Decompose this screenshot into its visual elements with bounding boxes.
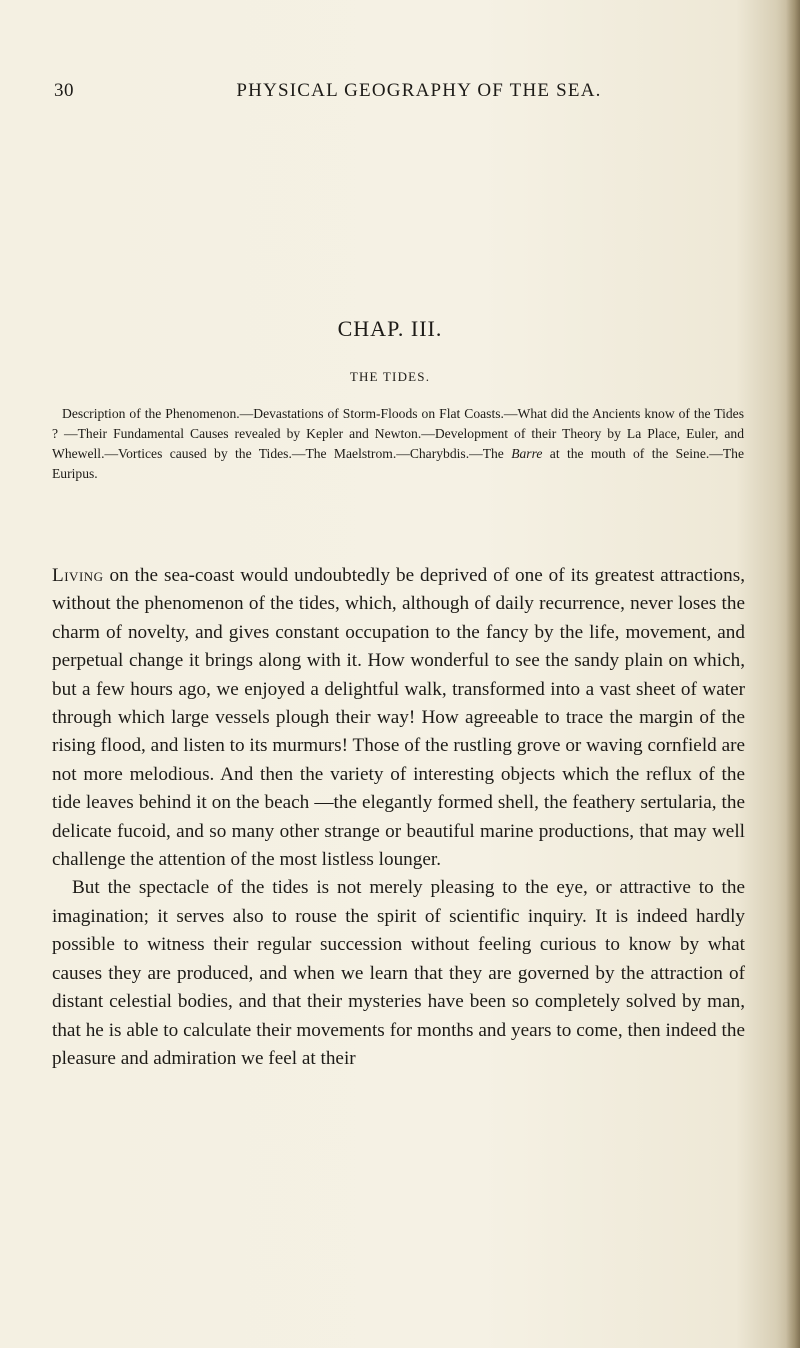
paragraph-lead-word: Living — [52, 565, 104, 586]
chapter-title: THE TIDES. — [349, 369, 431, 384]
paragraph-1-text: on the sea-coast would undoubtedly be deprived of one of its greatest attractions, without the phenomenon of the tides, which, although of daily recurrence, never loses the charm of novelty, and gives constant occupation to the fancy by the life, movement, and perpetual change it brings along with it. How wonderful to see the sandy plain on which, but a few hours ago, we enjoyed a delightful walk, transformed into a vast sheet of water through which large vessels plough their way! How agreeable to trace the margin of the rising flood, and listen to its murmurs! Those of the rustling grove or waving cornfield are not more melodious. And then the variety of interesting objects which the reflux of the tide leaves behind it on the beach —the elegantly formed shell, the feathery sertularia, the delicate fucoid, and so many other strange or beautiful marine productions, that may well challenge the attention of the most listless lounger. — [52, 565, 745, 871]
running-title: PHYSICAL GEOGRAPHY OF THE SEA. — [236, 80, 602, 101]
chapter-number: CHAP. III. — [337, 316, 443, 341]
page-header — [54, 80, 744, 110]
synopsis-text: Description of the Phenomenon.—Devastations of Storm-Floods on Flat Coasts.—What did the Ancients know of the Tides ? —Their Fundamental Causes revealed by Kepler and Newton.—Development of their Theory by La Place, Euler, and Whewell.—Vortices caused by the Tides.—The Maelstrom.—Charybdis.—The — [52, 406, 744, 461]
page-number: 30 — [54, 80, 74, 101]
paragraph-1 — [52, 562, 745, 874]
synopsis-tail: at the mouth of the Seine.—The Euripus. — [52, 446, 744, 481]
chapter-synopsis — [52, 404, 744, 484]
synopsis-italic-word: Barre — [511, 446, 543, 461]
page-edge-shadow — [786, 0, 800, 1348]
body-text — [52, 562, 745, 1073]
paragraph-2: But the spectacle of the tides is not merely pleasing to the eye, or attractive to the imagination; it serves also to rouse the spirit of scientific inquiry. It is indeed hardly possible to witness their regular succession without feeling curious to know by what causes they are produced, and when we learn that they are governed by the attraction of distant celestial bodies, and that their mysteries have been so completely solved by man, that he is able to calculate their movements for months and years to come, then indeed the pleasure and admiration we feel at their — [52, 877, 745, 1069]
